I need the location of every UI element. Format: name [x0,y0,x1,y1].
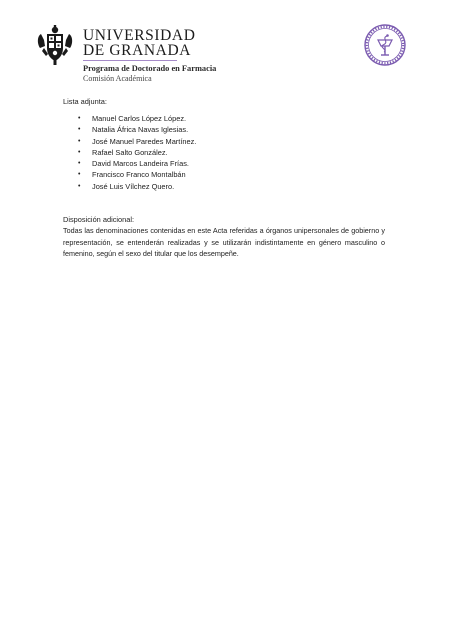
university-name-line2: DE GRANADA [83,42,192,59]
attendee-list [78,113,196,192]
bullet: • [78,182,81,190]
attendee-name: José Luis Vílchez Quero. [92,181,175,191]
university-name [83,28,196,58]
attendee-name: Natalia África Navas Iglesias. [92,125,189,135]
list-title: Lista adjunta: [63,97,107,106]
list-item [78,136,196,147]
disposition-text: Todas las denominaciones contenidas en este Acta referidas a órganos unipersonales de gobierno y representación, se entenderán realizadas y se utilizarán indistintamente en género masculino o femenino, según el sexo del titular que los desempeñe. [63,226,385,259]
university-coat-of-arms-icon [35,24,75,66]
list-item [78,169,196,180]
list-item [78,124,196,135]
bullet: • [78,115,81,122]
attendee-name: Rafael Salto González. [92,147,168,157]
bullet: • [78,160,81,168]
bullet: • [78,171,81,179]
bullet: • [78,137,81,145]
commission-name: Comisión Académica [83,74,152,83]
disposition-title: Disposición adicional: [63,215,135,224]
list-item [78,147,196,158]
attendee-name: Manuel Carlos López López. [92,114,187,123]
attendee-name: José Manuel Paredes Martínez. [92,136,197,146]
pharmacy-faculty-seal-icon [364,24,406,66]
list-item [78,181,196,192]
header-divider [83,60,177,61]
list-item [78,113,196,124]
bullet: • [78,126,81,134]
bullet: • [78,148,81,156]
attendee-name: Francisco Franco Montalbán [92,170,186,180]
program-title: Programa de Doctorado en Farmacia [83,64,217,73]
university-name-line1: UNIVERSIDAD [83,27,196,44]
attendee-name: David Marcos Landeira Frías. [92,159,189,169]
list-item [78,158,196,169]
